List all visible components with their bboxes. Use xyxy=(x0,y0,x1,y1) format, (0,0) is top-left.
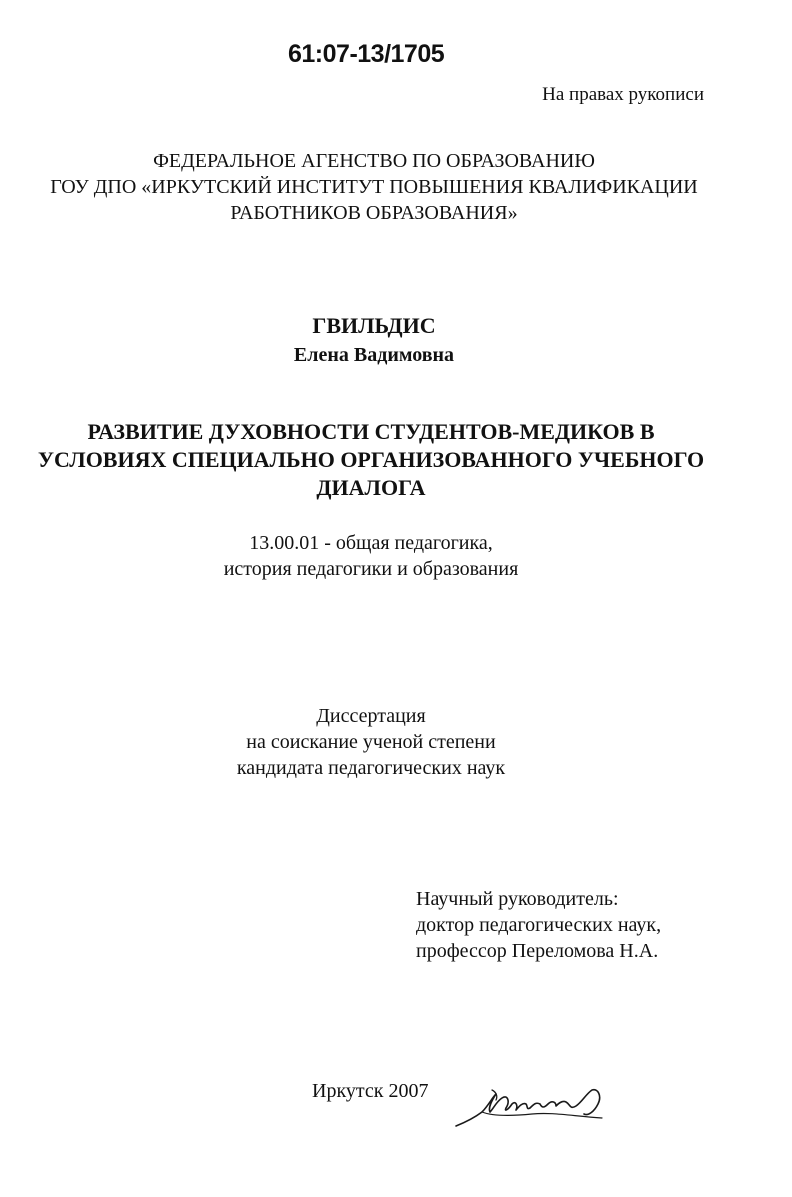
title-line-1: РАЗВИТИЕ ДУХОВНОСТИ СТУДЕНТОВ-МЕДИКОВ В xyxy=(87,419,655,444)
title-line-2: УСЛОВИЯХ СПЕЦИАЛЬНО ОРГАНИЗОВАННОГО УЧЕБНОГО xyxy=(37,447,705,472)
specialty-block xyxy=(0,530,742,582)
supervisor-line-3: профессор Переломова Н.А. xyxy=(416,940,659,962)
degree-line-2: на соискание ученой степени xyxy=(246,731,496,753)
agency-line-1: ФЕДЕРАЛЬНОЕ АГЕНСТВО ПО ОБРАЗОВАНИЮ xyxy=(153,150,595,172)
dissertation-title xyxy=(0,418,742,502)
specialty-line-1: 13.00.01 - общая педагогика, xyxy=(249,532,493,554)
place-year: Иркутск 2007 xyxy=(312,1080,429,1102)
title-line-3: ДИАЛОГА xyxy=(316,475,426,500)
supervisor-line-2: доктор педагогических наук, xyxy=(416,914,662,936)
author-surname: ГВИЛЬДИС xyxy=(312,313,436,338)
supervisor-block xyxy=(416,886,661,964)
degree-line-1: Диссертация xyxy=(316,705,426,727)
degree-line-3: кандидата педагогических наук xyxy=(236,757,506,779)
agency-line-3: РАБОТНИКОВ ОБРАЗОВАНИЯ» xyxy=(230,202,518,224)
degree-block xyxy=(0,703,742,781)
supervisor-line-1: Научный руководитель: xyxy=(416,888,619,910)
archive-code: 61:07-13/1705 xyxy=(288,40,445,68)
rights-notice: На правах рукописи xyxy=(542,84,704,105)
agency-line-2: ГОУ ДПО «ИРКУТСКИЙ ИНСТИТУТ ПОВЫШЕНИЯ КВАЛИФИКАЦИИ xyxy=(50,176,698,198)
author-name: Елена Вадимовна xyxy=(293,344,455,366)
specialty-line-2: история педагогики и образования xyxy=(223,558,519,580)
agency-block xyxy=(0,148,748,226)
signature-icon xyxy=(452,1082,622,1132)
